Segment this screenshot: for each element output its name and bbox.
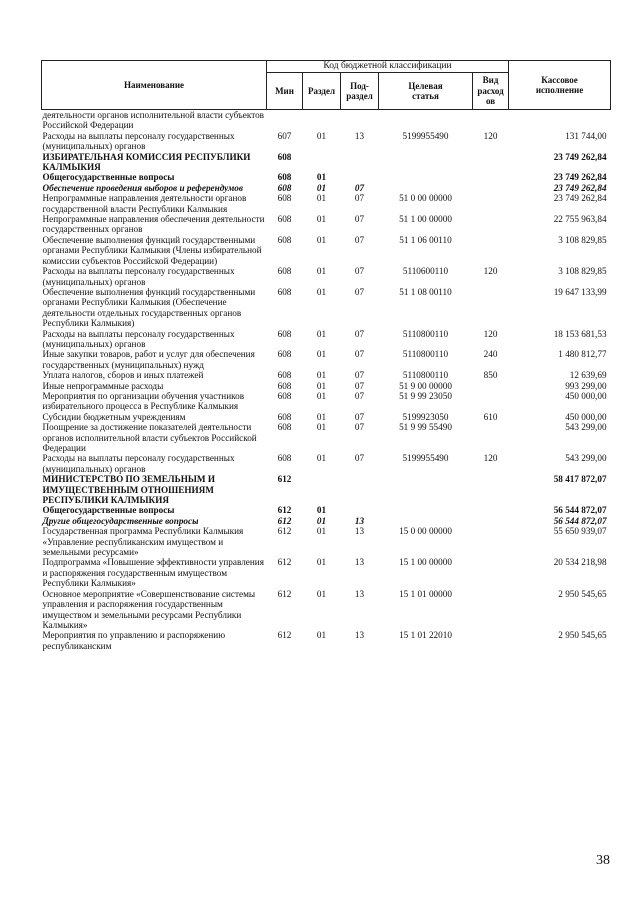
cell-celevaya-statya: 15 1 01 22010 [399,630,452,641]
cell-min: 608 [277,266,292,277]
cell-razdel: 01 [316,630,327,641]
cell-vid-rashodov: 240 [483,349,498,360]
cell-vid-rashodov: 850 [483,370,498,381]
cell-name: Общегосударственные вопросы [42,505,175,516]
cell-podrazdel: 13 [354,588,365,599]
table-header [42,61,611,110]
cell-razdel: 01 [316,370,327,381]
cell-min: 608 [277,286,292,297]
table-row [42,422,611,453]
header-podrazdel-text: Под- раздел [346,80,373,101]
cell-podrazdel [341,110,379,131]
cell-celevaya-statya [379,183,473,193]
table-row [42,630,611,651]
cell-name: Обеспечение выполнения функций государственными органами Республики Калмыкия (Члены избирательной комиссии субъектов Российской Федерации) [42,234,262,266]
table-row [42,214,611,235]
table-row [42,193,611,214]
cell-name: ИЗБИРАТЕЛЬНАЯ КОМИССИЯ РЕСПУБЛИКИ КАЛМЫКИЯ [42,151,251,173]
cell-celevaya-statya [379,172,473,182]
cell-kassovoe: 993 299,00 [565,380,607,391]
cell-min: 608 [277,453,292,464]
cell-vid-rashodov: 120 [483,453,498,464]
cell-min: 608 [277,214,292,225]
cell-razdel: 01 [316,557,327,568]
header-kassovoe [509,61,611,110]
cell-vid-rashodov [473,422,509,453]
cell-vid-rashodov [473,183,509,193]
cell-min: 608 [277,422,292,433]
cell-name: Непрограммные направления обеспечения деятельности государственных органов [42,214,265,235]
header-celevaya-statya-text: Целевая статья [408,80,443,101]
header-name: Наименование [42,61,267,110]
cell-podrazdel: 07 [354,370,365,381]
cell-podrazdel [341,172,379,182]
header-vid-rashodov [473,73,509,110]
cell-vid-rashodov [473,630,509,651]
cell-celevaya-statya: 51 0 00 00000 [399,193,452,204]
table-row [42,235,611,266]
table-row [42,589,611,631]
cell-razdel: 01 [316,172,327,183]
cell-vid-rashodov [473,214,509,235]
cell-vid-rashodov [473,526,509,557]
cell-name: Подпрограмма «Повышение эффективности управления и распоряжения государственным имуществом Республики Калмыкия» [42,557,264,589]
cell-razdel: 01 [316,349,327,360]
cell-kassovoe: 2 950 545,65 [558,630,607,641]
cell-podrazdel: 07 [354,390,365,401]
cell-min: 608 [277,390,292,401]
cell-name: Расходы на выплаты персоналу государственных (муниципальных) органов [42,453,235,474]
cell-podrazdel: 07 [354,214,365,225]
cell-kassovoe: 3 108 829,85 [558,234,607,245]
cell-name: Другие общегосударственные вопросы [42,515,199,526]
table-row [42,152,611,173]
table-row [42,370,611,380]
cell-vid-rashodov [473,110,509,131]
cell-kassovoe: 56 544 872,07 [553,515,607,526]
header-razdel: Раздел [303,73,341,110]
cell-podrazdel: 13 [354,630,365,641]
cell-vid-rashodov [473,381,509,391]
table-row [42,453,611,474]
cell-celevaya-statya: 5199955490 [402,453,449,464]
table-row [42,557,611,588]
cell-celevaya-statya [379,110,473,131]
cell-razdel: 01 [316,234,327,245]
cell-name: Расходы на выплаты персоналу государственных (муниципальных) органов [42,266,235,287]
cell-min: 608 [277,151,292,162]
cell-razdel [303,110,341,131]
cell-kassovoe: 543 299,00 [565,453,607,464]
cell-celevaya-statya: 15 0 00 00000 [399,526,452,537]
cell-vid-rashodov [473,172,509,182]
cell-min: 608 [277,370,292,381]
cell-name: Субсидии бюджетным учреждениям [42,411,186,422]
cell-name: Общегосударственные вопросы [42,172,175,183]
header-min: Мин [267,73,303,110]
budget-table-sheet [41,60,610,651]
cell-name: деятельности органов исполнительной власти субъектов Российской Федерации [42,110,265,131]
table-row [42,131,611,152]
cell-vid-rashodov [473,516,509,526]
cell-podrazdel: 07 [354,380,365,391]
cell-kassovoe: 3 108 829,85 [558,266,607,277]
cell-kassovoe: 131 744,00 [565,130,607,141]
cell-vid-rashodov: 610 [483,411,498,422]
cell-razdel [303,152,341,173]
cell-min: 612 [277,588,292,599]
cell-kassovoe: 450 000,00 [565,390,607,401]
cell-min: 612 [277,526,292,537]
cell-kassovoe: 543 299,00 [565,422,607,433]
cell-razdel: 01 [316,286,327,297]
cell-razdel [303,474,341,505]
cell-razdel: 01 [316,182,327,193]
cell-min: 608 [277,172,292,183]
cell-name: Основное мероприятие «Совершенствование системы управления и распоряжения государственным имуществом и земельными ресурсами Республики Калмыкия» [42,588,256,630]
cell-podrazdel [341,505,379,515]
cell-name: Поощрение за достижение показателей деятельности органов исполнительной власти субъектов Российской Федерации [42,422,257,453]
table-row [42,183,611,193]
header-podrazdel [341,73,379,110]
cell-min: 612 [277,630,292,641]
cell-name: Обеспечение проведения выборов и референдумов [42,182,243,193]
cell-vid-rashodov: 120 [483,266,498,277]
cell-razdel: 01 [316,130,327,141]
cell-celevaya-statya: 51 1 08 00110 [399,286,452,297]
table-row [42,474,611,505]
page-number: 38 [596,853,610,868]
table-row [42,329,611,350]
cell-vid-rashodov [473,589,509,631]
cell-celevaya-statya: 51 9 99 55490 [399,422,452,433]
cell-razdel: 01 [316,422,327,433]
cell-celevaya-statya: 5110800110 [402,349,449,360]
cell-razdel: 01 [316,390,327,401]
cell-podrazdel: 07 [354,453,365,464]
cell-podrazdel: 07 [354,193,365,204]
cell-celevaya-statya [379,516,473,526]
cell-name: Мероприятия по управлению и распоряжению республиканским [42,630,226,651]
cell-kassovoe: 58 417 872,07 [553,474,607,485]
cell-podrazdel: 13 [354,515,365,526]
cell-celevaya-statya: 51 9 00 00000 [399,380,452,391]
cell-min: 608 [277,411,292,422]
cell-podrazdel: 07 [354,328,365,339]
cell-min: 608 [277,182,292,193]
cell-name: Уплата налогов, сборов и иных платежей [42,370,204,381]
table-row [42,287,611,329]
cell-celevaya-statya: 51 1 06 00110 [399,234,452,245]
cell-name: Обеспечение выполнения функций государственными органами Республики Калмыкия (Обеспечение деятельности отдельных государственных органов Республики Калмыкия) [42,286,256,329]
cell-vid-rashodov [473,391,509,412]
cell-celevaya-statya: 15 1 01 00000 [399,588,452,599]
cell-name: Расходы на выплаты персоналу государственных (муниципальных) органов [42,130,235,152]
table-row [42,505,611,515]
cell-vid-rashodov [473,152,509,173]
cell-razdel: 01 [316,588,327,599]
cell-podrazdel [341,152,379,173]
cell-vid-rashodov [473,474,509,505]
cell-podrazdel: 07 [354,182,365,193]
cell-kassovoe: 23 749 262,84 [553,151,607,162]
cell-min: 612 [277,557,292,568]
cell-razdel: 01 [316,505,327,516]
table-row [42,110,611,131]
cell-name: Иные непрограммные расходы [42,380,164,391]
cell-kassovoe: 55 650 939,07 [553,526,607,537]
cell-podrazdel: 07 [354,349,365,360]
header-kassovoe-text: Кассовое исполнение [535,74,584,95]
header-celevaya-statya [379,73,473,110]
cell-razdel: 01 [316,526,327,537]
cell-kassovoe: 23 749 262,84 [553,182,607,193]
cell-min: 608 [277,328,292,339]
cell-min: 608 [277,193,292,204]
header-vid-rashodov-text: Вид расход ов [477,75,504,107]
cell-min: 612 [277,515,292,526]
cell-kassovoe: 23 749 262,84 [553,193,607,204]
cell-kassovoe: 19 647 133,99 [553,286,607,297]
cell-name: Мероприятия по организации обучения участников избирательного процесса в Республике Калмыкия [42,390,245,412]
cell-podrazdel: 07 [354,422,365,433]
cell-vid-rashodov [473,193,509,214]
cell-name: Иные закупки товаров, работ и услуг для обеспечения государственных (муниципальных) нужд [42,349,255,370]
cell-podrazdel: 07 [354,286,365,297]
cell-vid-rashodov [473,235,509,266]
table-row [42,412,611,422]
cell-min: 607 [277,130,292,141]
cell-vid-rashodov [473,287,509,329]
cell-name: Государственная программа Республики Калмыкия «Управление республиканским имуществом и земельными ресурсами» [42,526,244,558]
cell-razdel: 01 [316,515,327,526]
table-body [42,110,611,652]
cell-celevaya-statya: 5110800110 [402,328,449,339]
cell-celevaya-statya: 5110600110 [402,266,449,277]
cell-razdel: 01 [316,328,327,339]
cell-kassovoe: 23 749 262,84 [553,172,607,183]
cell-celevaya-statya: 5110800110 [402,370,449,381]
cell-podrazdel: 07 [354,266,365,277]
table-row [42,266,611,287]
table-row [42,172,611,182]
cell-min [267,110,303,131]
cell-kassovoe: 450 000,00 [565,411,607,422]
cell-min: 612 [277,505,292,516]
cell-razdel: 01 [316,266,327,277]
cell-min: 612 [277,474,292,485]
cell-celevaya-statya: 5199923050 [402,411,449,422]
cell-kassovoe: 20 534 218,98 [553,557,607,568]
cell-vid-rashodov: 120 [483,328,498,339]
cell-razdel: 01 [316,453,327,464]
cell-celevaya-statya: 51 1 00 00000 [399,214,452,225]
cell-celevaya-statya [379,505,473,515]
table-row [42,516,611,526]
cell-kassovoe: 18 153 681,53 [553,328,607,339]
table-row [42,391,611,412]
cell-celevaya-statya [379,474,473,505]
cell-podrazdel: 07 [354,234,365,245]
cell-vid-rashodov [473,505,509,515]
cell-kassovoe [509,110,611,131]
cell-razdel: 01 [316,380,327,391]
table-row [42,349,611,370]
cell-kassovoe: 22 755 963,84 [553,214,607,225]
cell-min: 608 [277,349,292,360]
cell-kassovoe: 2 950 545,65 [558,588,607,599]
cell-kassovoe: 12 639,69 [569,370,607,381]
cell-podrazdel: 13 [354,130,365,141]
header-classification-group: Код бюджетной классификации [267,61,509,73]
cell-kassovoe: 1 480 812,77 [558,349,607,360]
cell-celevaya-statya: 51 9 99 23050 [399,390,452,401]
cell-podrazdel: 07 [354,411,365,422]
cell-podrazdel: 13 [354,526,365,537]
budget-table [41,60,611,651]
cell-min: 608 [277,380,292,391]
cell-vid-rashodov: 120 [483,130,498,141]
cell-name: Расходы на выплаты персоналу государственных (муниципальных) органов [42,328,235,349]
cell-celevaya-statya [379,152,473,173]
cell-razdel: 01 [316,411,327,422]
cell-vid-rashodov [473,557,509,588]
cell-name: МИНИСТЕРСТВО ПО ЗЕМЕЛЬНЫМ И ИМУЩЕСТВЕННЫМ ОТНОШЕНИЯМ РЕСПУБЛИКИ КАЛМЫКИЯ [42,474,216,506]
table-row [42,381,611,391]
cell-kassovoe: 56 544 872,07 [553,505,607,516]
cell-podrazdel [341,474,379,505]
cell-min: 608 [277,234,292,245]
cell-razdel: 01 [316,193,327,204]
cell-razdel: 01 [316,214,327,225]
cell-podrazdel: 13 [354,557,365,568]
cell-celevaya-statya: 5199955490 [402,130,449,141]
table-row [42,526,611,557]
cell-celevaya-statya: 15 1 00 00000 [399,557,452,568]
cell-name: Непрограммные направления деятельности органов государственной власти Республики Калмыкия [42,193,247,214]
